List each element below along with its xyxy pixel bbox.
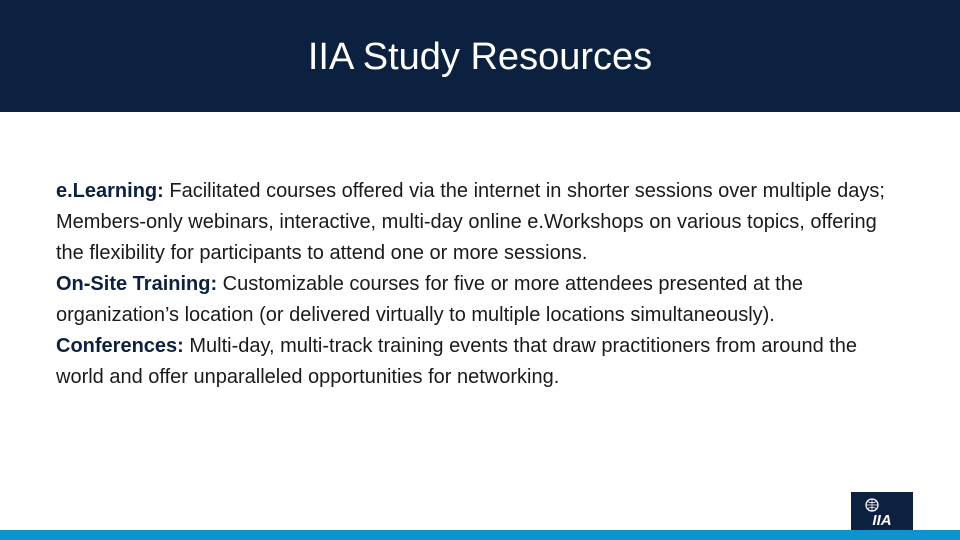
term-conferences: Conferences: — [56, 335, 184, 357]
paragraph-conferences — [56, 331, 906, 393]
desc-elearning: Facilitated courses offered via the internet in shorter sessions over multiple days; Members-only webinars, interactive, multi-day online e.Workshops on various topics, offering the flexibility for participants to attend one or more sessions. — [56, 180, 885, 264]
term-elearning: e.Learning: — [56, 180, 164, 202]
term-onsite-training: On-Site Training: — [56, 273, 218, 295]
paragraph-elearning — [56, 176, 906, 269]
iia-logo — [851, 492, 913, 534]
header-banner — [0, 0, 960, 112]
desc-onsite-training: Customizable courses for five or more attendees presented at the organization’s location (or delivered virtually to multiple locations simultaneously). — [56, 273, 803, 326]
logo-text: IIA — [872, 512, 892, 529]
content-body — [56, 176, 906, 393]
iia-logo-icon — [851, 492, 913, 534]
slide-title: IIA Study Resources — [307, 36, 653, 78]
bottom-accent-bar — [0, 530, 960, 540]
desc-conferences: Multi-day, multi-track training events that draw practitioners from around the world and offer unparalleled opportunities for networking. — [56, 335, 858, 388]
paragraph-onsite-training — [56, 269, 906, 331]
